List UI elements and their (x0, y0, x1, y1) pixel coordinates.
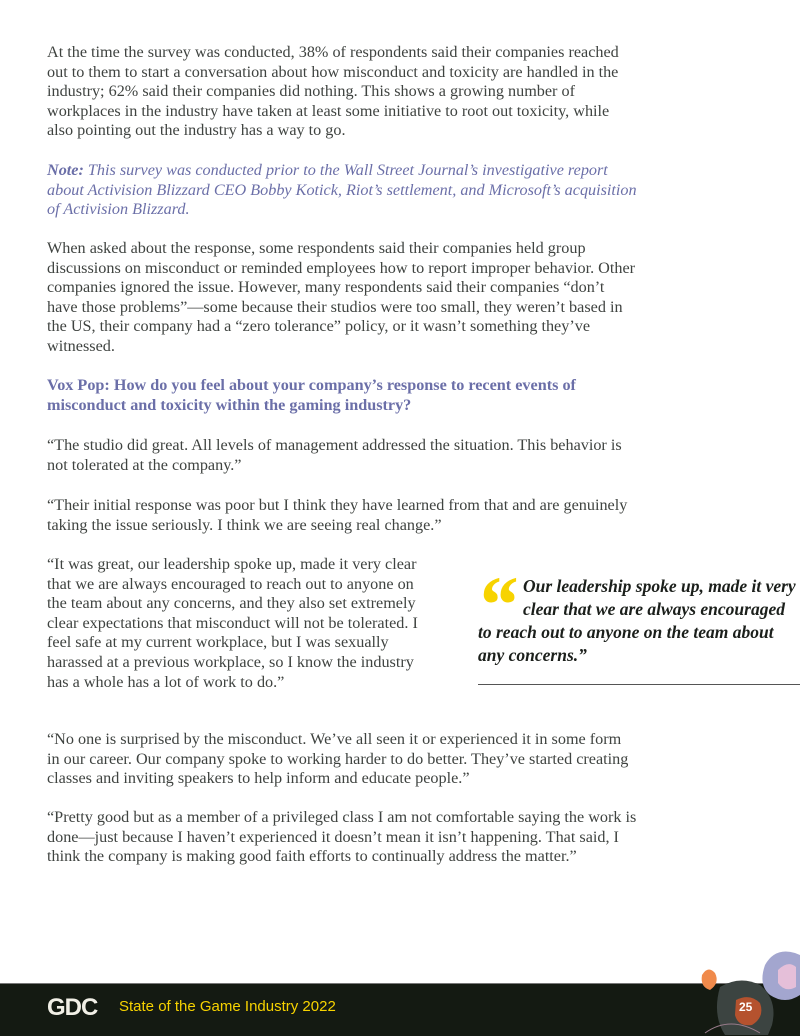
quote-5: “Pretty good but as a member of a privileged class I am not comfortable saying the work is done—just because I haven’t experienced it doesn’t mean it isn’t happening. That said, I think the company is making good faith efforts to continually address the matter.” (47, 808, 637, 866)
quote-3: “It was great, our leadership spoke up, made it very clear that we are always encouraged to reach out to anyone on the team about any concerns, and they also set extremely clear expectations that misconduct will not be tolerated. I feel safe at my current workplace, but I was sexually harassed at a previous workplace, so I know the industry has a whole has a lot of work to do.” (47, 555, 418, 691)
pull-quote-divider (478, 684, 800, 685)
intro-paragraph: At the time the survey was conducted, 38% of respondents said their companies reached out to them to start a conversation about how misconduct and toxicity are handled in the industry; 62% said their companies did nothing. This shows a growing number of workplaces in the industry have taken at least some initiative to root out toxicity, while also pointing out the industry has a way to go. (47, 43, 619, 140)
quote-mark-icon: “ (476, 559, 517, 650)
footer-title: State of the Game Industry 2022 (119, 998, 336, 1015)
footer (0, 983, 800, 1036)
quote-1: “The studio did great. All levels of management addressed the situation. This behavior is not tolerated at the company.” (47, 436, 622, 474)
vox-pop-heading: Vox Pop: How do you feel about your company’s response to recent events of misconduct and toxicity within the gaming industry? (47, 376, 576, 414)
gdc-logo: GDC (47, 994, 98, 1021)
pull-quote (476, 559, 798, 667)
response-paragraph: When asked about the response, some respondents said their companies held group discussions on misconduct or reminded employees how to report improper behavior. Other companies ignored the issue. However, many respondents said their companies “don’t have those problems”—some because their studios were too small, they weren’t based in the US, their company had a “zero tolerance” policy, or it wasn’t something they’ve witnessed. (47, 239, 636, 355)
decorative-blobs-icon (690, 945, 800, 1035)
page-number: 25 (739, 1000, 753, 1014)
note-label: Note: (47, 161, 84, 179)
pull-quote-text: Our leadership spoke up, made it very clear that we are always encouraged to reach out to anyone on the team about any concerns.” (478, 576, 796, 665)
note-text: This survey was conducted prior to the Wall Street Journal’s investigative report about Activision Blizzard CEO Bobby Kotick, Riot’s settlement, and Microsoft’s acquisition of Activision Blizzard. (47, 161, 637, 219)
note-paragraph (47, 161, 637, 220)
quote-2: “Their initial response was poor but I think they have learned from that and are genuinely taking the issue seriously. I think we are seeing real change.” (47, 496, 628, 534)
quote-4: “No one is surprised by the misconduct. We’ve all seen it or experienced it in some form in our career. Our company spoke to working harder to do better. They’ve started creating classes and inviting speakers to help inform and educate people.” (47, 730, 629, 788)
